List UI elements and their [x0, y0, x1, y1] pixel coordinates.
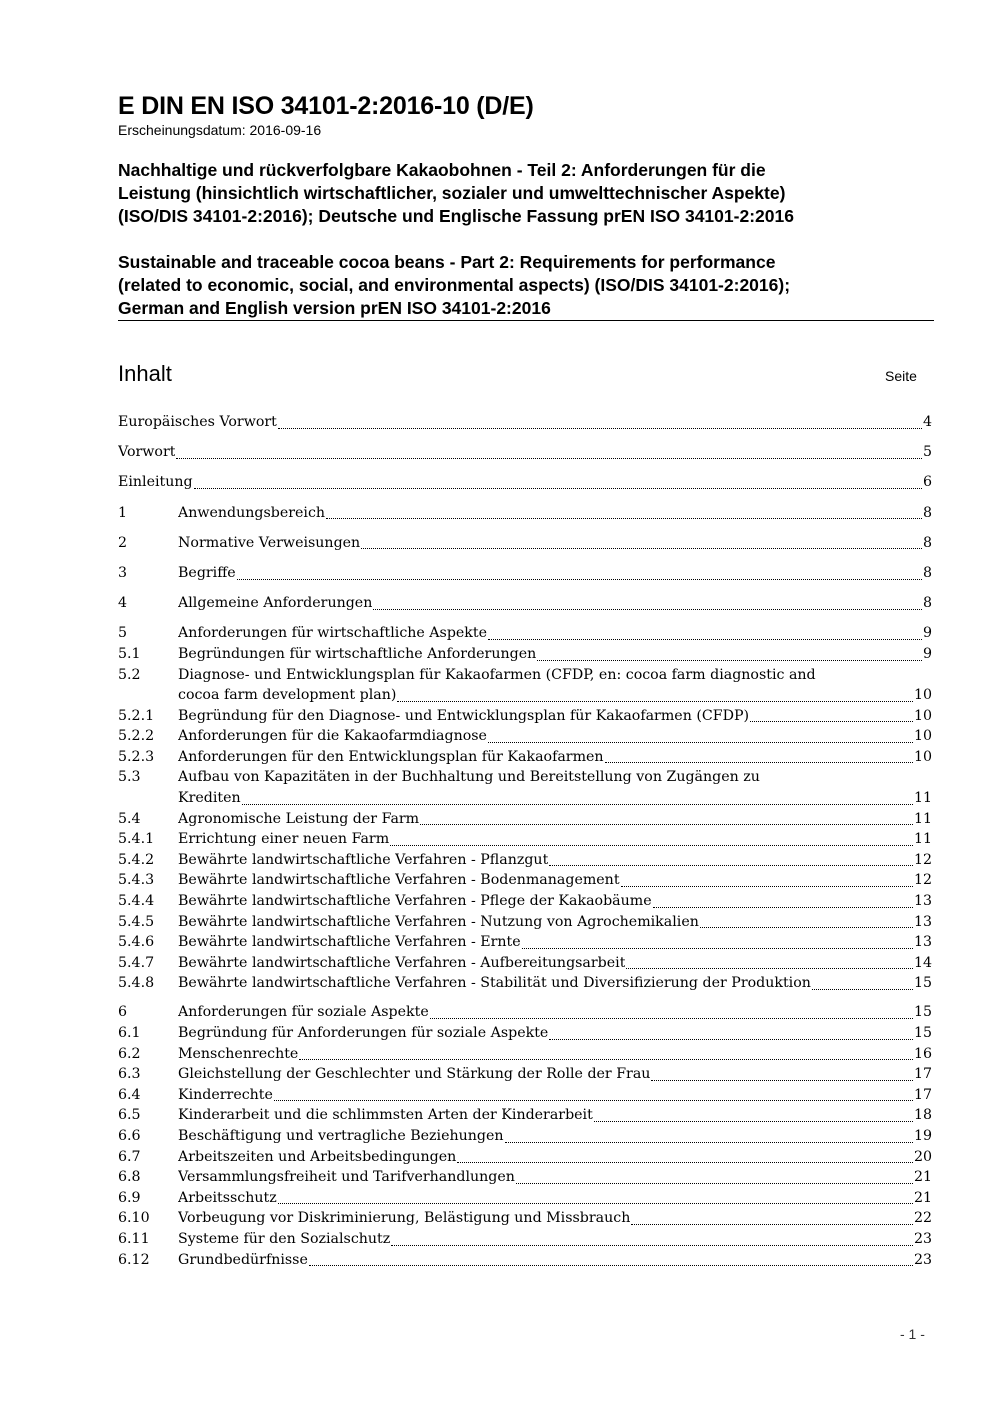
- toc-entry-line: [118, 870, 932, 891]
- toc-entry-title: Agronomische Leistung der Farm: [178, 810, 420, 827]
- toc-entry-page: 12: [913, 872, 932, 889]
- toc-entry-title: Kinderarbeit und die schlimmsten Arten der Kinderarbeit: [178, 1107, 593, 1124]
- toc-entry-title: Anforderungen für soziale Aspekte: [178, 1004, 429, 1021]
- toc-entry-line: [118, 891, 932, 912]
- toc-entry-page: 8: [922, 564, 932, 581]
- toc-entry[interactable]: [118, 533, 932, 554]
- toc-entry-title: Bewährte landwirtschaftliche Verfahren - Ernte: [178, 934, 521, 951]
- toc-entry[interactable]: [118, 665, 932, 706]
- toc-dot-leader: [242, 803, 913, 805]
- toc-entry-number: 6.8: [118, 1169, 141, 1186]
- title-english-line: German and English version prEN ISO 34101-2:2016: [118, 298, 551, 318]
- toc-dot-leader: [326, 517, 922, 519]
- toc-entry-line: [118, 533, 932, 554]
- toc-entry-number: 5.4.6: [118, 934, 155, 951]
- title-english-line: (related to economic, social, and environmental aspects) (ISO/DIS 34101-2:2016);: [118, 275, 791, 295]
- toc-entry-title: Anforderungen für die Kakaofarmdiagnose: [178, 728, 487, 745]
- toc-entry-page: 8: [922, 534, 932, 551]
- toc-dot-leader: [309, 1264, 913, 1266]
- toc-entry-page: 4: [922, 414, 932, 430]
- toc-entry-line: [118, 665, 932, 686]
- toc-entry[interactable]: [118, 1167, 932, 1188]
- toc-entry-number: 6.7: [118, 1148, 141, 1165]
- toc-entry-number: 5.2.2: [118, 728, 155, 745]
- toc-entry-line: [118, 442, 932, 463]
- toc-entry-page: 15: [913, 975, 932, 992]
- toc-entry-page: 13: [913, 913, 932, 930]
- toc-dot-leader: [549, 1038, 913, 1040]
- toc-entry-line: [118, 623, 932, 644]
- toc-entry-page: 5: [922, 444, 932, 461]
- toc-entry-title: Bewährte landwirtschaftliche Verfahren - Aufbereitungsarbeit: [178, 954, 626, 971]
- toc-entry-number: 5.2.3: [118, 748, 155, 765]
- toc-entry-number: 6: [118, 1004, 128, 1021]
- toc-entry-number: 3: [118, 564, 128, 581]
- toc-entry-title: Anwendungsbereich: [178, 504, 326, 521]
- toc-entry-line: [118, 1064, 932, 1085]
- toc-entry-title: Anforderungen für wirtschaftliche Aspekte: [178, 625, 488, 642]
- toc-entry[interactable]: [118, 706, 932, 727]
- toc-entry-line: [118, 1167, 932, 1188]
- toc-heading: Inhalt: [118, 361, 172, 386]
- toc-dot-leader: [653, 906, 913, 908]
- toc-entry-title: Bewährte landwirtschaftliche Verfahren - Pflege der Kakaobäume: [178, 893, 652, 910]
- toc-entry-title: Arbeitsschutz: [178, 1189, 277, 1206]
- title-english: [118, 251, 790, 320]
- toc-entry-title: Arbeitszeiten und Arbeitsbedingungen: [178, 1148, 457, 1165]
- toc-dot-leader: [194, 487, 922, 489]
- toc-entry-title: Beschäftigung und vertragliche Beziehungen: [178, 1127, 504, 1144]
- toc-entry-number: 1: [118, 504, 128, 521]
- toc-entry-page: 11: [913, 810, 932, 827]
- toc-entry-line: [118, 685, 932, 706]
- toc-entry-page: 8: [922, 504, 932, 521]
- toc-entry-number: 5.4: [118, 810, 141, 827]
- document-identifier: E DIN EN ISO 34101-2:2016-10 (D/E): [118, 92, 534, 120]
- toc-entry-number: 6.1: [118, 1024, 141, 1041]
- toc-entry-number: 5.4.8: [118, 975, 155, 992]
- toc-entry[interactable]: [118, 412, 932, 433]
- toc-dot-leader: [549, 864, 913, 866]
- toc-dot-leader: [391, 1244, 913, 1246]
- toc-entry[interactable]: [118, 1002, 932, 1023]
- toc-entry-number: 5.4.1: [118, 831, 155, 848]
- toc-page-label: Seite: [885, 368, 917, 384]
- toc-entry[interactable]: [118, 644, 932, 665]
- title-german-line: Leistung (hinsichtlich wirtschaftlicher, sozialer und umwelttechnischer Aspekte): [118, 183, 786, 203]
- toc-entry[interactable]: [118, 767, 932, 808]
- toc-entry[interactable]: [118, 726, 932, 747]
- toc-entry-line: [118, 1044, 932, 1065]
- toc-entry-title: Normative Verweisungen: [178, 534, 361, 551]
- toc-entry-number: 5.4.5: [118, 913, 155, 930]
- toc-dot-leader: [605, 761, 913, 763]
- toc-dot-leader: [626, 967, 913, 969]
- toc-entry[interactable]: [118, 1064, 932, 1085]
- toc-entry[interactable]: [118, 973, 932, 994]
- toc-entry-number: 5.4.4: [118, 893, 155, 910]
- toc-entry-page: 10: [913, 728, 932, 745]
- title-german-line: (ISO/DIS 34101-2:2016); Deutsche und Englische Fassung prEN ISO 34101-2:2016: [118, 206, 794, 226]
- toc-entry-line: [118, 593, 932, 614]
- toc-entry[interactable]: [118, 1147, 932, 1168]
- table-of-contents: [118, 412, 932, 1270]
- toc-entry-number: 6.9: [118, 1189, 141, 1206]
- toc-entry-line: [118, 932, 932, 953]
- toc-entry-title: Bewährte landwirtschaftliche Verfahren - Nutzung von Agrochemikalien: [178, 913, 699, 930]
- toc-entry-line: [118, 912, 932, 933]
- toc-entry-title: Kinderrechte: [178, 1086, 273, 1103]
- toc-entry-line: [118, 1085, 932, 1106]
- toc-entry-page: 16: [913, 1045, 932, 1062]
- toc-entry-line: [118, 503, 932, 524]
- toc-entry-page: 6: [922, 474, 932, 491]
- toc-dot-leader: [594, 1120, 913, 1122]
- toc-entry-page: 20: [913, 1148, 932, 1165]
- toc-entry-page: 11: [913, 831, 932, 848]
- toc-entry-page: 23: [913, 1230, 932, 1247]
- title-german: [118, 159, 794, 228]
- title-german-line: Nachhaltige und rückverfolgbare Kakaobohnen - Teil 2: Anforderungen für die: [118, 160, 766, 180]
- toc-entry-page: 14: [913, 954, 932, 971]
- page-number: - 1 -: [900, 1326, 925, 1342]
- toc-entry-page: 17: [913, 1066, 932, 1083]
- toc-entry[interactable]: [118, 1188, 932, 1209]
- toc-entry-line: [118, 1229, 932, 1250]
- toc-entry-line: [118, 1147, 932, 1168]
- toc-entry-line: [118, 726, 932, 747]
- toc-entry[interactable]: [118, 623, 932, 644]
- toc-entry-title: Begriffe: [178, 564, 236, 581]
- toc-entry-page: 8: [922, 595, 932, 612]
- toc-entry[interactable]: [118, 891, 932, 912]
- toc-entry[interactable]: [118, 503, 932, 524]
- toc-entry[interactable]: [118, 829, 932, 850]
- toc-entry-line: [118, 563, 932, 584]
- toc-entry[interactable]: [118, 1085, 932, 1106]
- toc-entry-line: [118, 644, 932, 665]
- toc-entry-page: 10: [913, 748, 932, 765]
- toc-entry-page: 21: [913, 1169, 932, 1186]
- toc-dot-leader: [176, 457, 922, 459]
- toc-dot-leader: [237, 578, 922, 580]
- toc-dot-leader: [516, 1182, 913, 1184]
- toc-entry-number: 5.2.1: [118, 707, 155, 724]
- toc-entry-line: [118, 1188, 932, 1209]
- toc-entry-page: 10: [913, 687, 932, 704]
- toc-entry-page: 17: [913, 1086, 932, 1103]
- toc-dot-leader: [278, 1202, 913, 1204]
- toc-entry-title: Systeme für den Sozialschutz: [178, 1230, 391, 1247]
- toc-entry-title: Vorbeugung vor Diskriminierung, Belästigung und Missbrauch: [178, 1210, 631, 1227]
- toc-entry-line: [118, 1126, 932, 1147]
- toc-entry-title: Bewährte landwirtschaftliche Verfahren - Pflanzgut: [178, 851, 549, 868]
- toc-entry-page: 18: [913, 1107, 932, 1124]
- toc-entry-number: 5.4.2: [118, 851, 155, 868]
- toc-entry-line: [118, 973, 932, 994]
- toc-dot-leader: [522, 947, 913, 949]
- toc-entry-title: Gleichstellung der Geschlechter und Stärkung der Rolle der Frau: [178, 1066, 651, 1083]
- toc-entry[interactable]: [118, 1105, 932, 1126]
- toc-entry-page: 15: [913, 1004, 932, 1021]
- toc-entry-line: [118, 809, 932, 830]
- toc-entry[interactable]: [118, 1250, 932, 1271]
- toc-dot-leader: [457, 1161, 913, 1163]
- title-divider: [118, 320, 934, 321]
- toc-entry-line: [118, 953, 932, 974]
- toc-entry[interactable]: [118, 442, 932, 463]
- toc-dot-leader: [537, 659, 922, 661]
- toc-entry[interactable]: [118, 1126, 932, 1147]
- toc-entry-page: 9: [922, 625, 932, 642]
- toc-entry-number: 6.10: [118, 1210, 150, 1227]
- toc-entry-title-continued: Krediten: [178, 790, 241, 807]
- toc-entry-number: 5.1: [118, 645, 141, 662]
- toc-dot-leader: [390, 844, 913, 846]
- toc-dot-leader: [621, 885, 913, 887]
- toc-entry-title: Bewährte landwirtschaftliche Verfahren - Bodenmanagement: [178, 872, 620, 889]
- toc-entry-title: Grundbedürfnisse: [178, 1251, 308, 1268]
- toc-dot-leader: [361, 547, 922, 549]
- toc-entry[interactable]: [118, 563, 932, 584]
- toc-entry-number: 5.3: [118, 769, 141, 786]
- toc-entry-page: 19: [913, 1127, 932, 1144]
- toc-entry[interactable]: [118, 472, 932, 493]
- toc-entry[interactable]: [118, 1023, 932, 1044]
- toc-entry[interactable]: [118, 870, 932, 891]
- toc-entry-page: 13: [913, 893, 932, 910]
- toc-dot-leader: [430, 1017, 913, 1019]
- toc-entry[interactable]: [118, 953, 932, 974]
- toc-dot-leader: [631, 1223, 913, 1225]
- toc-entry-title: Begründungen für wirtschaftliche Anforderungen: [178, 645, 537, 662]
- toc-entry-number: 2: [118, 534, 128, 551]
- toc-entry-page: 10: [913, 707, 932, 724]
- toc-entry-title: Versammlungsfreiheit und Tarifverhandlungen: [178, 1169, 515, 1186]
- toc-entry[interactable]: [118, 912, 932, 933]
- toc-dot-leader: [700, 926, 913, 928]
- toc-entry-number: 6.11: [118, 1230, 150, 1247]
- toc-entry-number: 5.4.7: [118, 954, 155, 971]
- publication-date: Erscheinungsdatum: 2016-09-16: [118, 122, 322, 138]
- toc-entry[interactable]: [118, 1044, 932, 1065]
- toc-entry-line: [118, 412, 932, 433]
- toc-entry[interactable]: [118, 593, 932, 614]
- toc-entry-title: Anforderungen für den Entwicklungsplan für Kakaofarmen: [178, 748, 604, 765]
- toc-entry-line: [118, 850, 932, 871]
- toc-entry-title: Allgemeine Anforderungen: [178, 595, 373, 612]
- toc-entry-number: 6.12: [118, 1251, 150, 1268]
- toc-dot-leader: [651, 1079, 913, 1081]
- toc-entry-title: Europäisches Vorwort: [118, 414, 277, 430]
- toc-entry-page: 21: [913, 1189, 932, 1206]
- toc-entry-number: 4: [118, 595, 128, 612]
- toc-entry-line: [118, 1023, 932, 1044]
- toc-entry-page: 15: [913, 1024, 932, 1041]
- toc-entry-number: 5: [118, 625, 128, 642]
- toc-entry-line: [118, 1208, 932, 1229]
- toc-entry-line: [118, 472, 932, 493]
- toc-entry-title: Vorwort: [118, 444, 176, 461]
- toc-entry-page: 22: [913, 1210, 932, 1227]
- toc-entry-line: [118, 788, 932, 809]
- toc-entry-number: 6.5: [118, 1107, 141, 1124]
- toc-entry-number: 6.3: [118, 1066, 141, 1083]
- toc-entry-number: 5.2: [118, 666, 141, 683]
- toc-entry-line: [118, 1250, 932, 1271]
- toc-dot-leader: [750, 720, 913, 722]
- toc-entry-line: [118, 1105, 932, 1126]
- toc-entry-page: 23: [913, 1251, 932, 1268]
- toc-entry-number: 6.6: [118, 1127, 141, 1144]
- toc-entry[interactable]: [118, 850, 932, 871]
- toc-dot-leader: [488, 741, 913, 743]
- toc-entry-number: 6.4: [118, 1086, 141, 1103]
- toc-entry-title: Aufbau von Kapazitäten in der Buchhaltung und Bereitstellung von Zugängen zu: [178, 769, 760, 786]
- toc-dot-leader: [299, 1058, 913, 1060]
- toc-entry-page: 12: [913, 851, 932, 868]
- toc-entry[interactable]: [118, 932, 932, 953]
- toc-dot-leader: [397, 700, 913, 702]
- toc-entry-line: [118, 747, 932, 768]
- toc-entry[interactable]: [118, 747, 932, 768]
- toc-entry-title: Begründung für den Diagnose- und Entwicklungsplan für Kakaofarmen (CFDP): [178, 707, 750, 724]
- toc-dot-leader: [488, 638, 922, 640]
- toc-entry-title: Diagnose- und Entwicklungsplan für Kakaofarmen (CFDP, en: cocoa farm diagnostic and: [178, 666, 816, 683]
- toc-entry-title-continued: cocoa farm development plan): [178, 687, 397, 704]
- toc-dot-leader: [812, 988, 913, 990]
- toc-entry-title: Begründung für Anforderungen für soziale Aspekte: [178, 1024, 549, 1041]
- title-english-line: Sustainable and traceable cocoa beans - Part 2: Requirements for performance: [118, 252, 776, 272]
- toc-entry-number: 6.2: [118, 1045, 141, 1062]
- toc-entry[interactable]: [118, 1229, 932, 1250]
- toc-entry-line: [118, 767, 932, 788]
- toc-entry-title: Bewährte landwirtschaftliche Verfahren - Stabilität und Diversifizierung der Produktion: [178, 975, 811, 992]
- toc-entry-title: Errichtung einer neuen Farm: [178, 831, 390, 848]
- toc-entry-line: [118, 1002, 932, 1023]
- toc-dot-leader: [420, 823, 913, 825]
- toc-dot-leader: [373, 608, 922, 610]
- toc-entry-line: [118, 706, 932, 727]
- toc-entry-number: 5.4.3: [118, 872, 155, 889]
- toc-entry-page: 11: [913, 790, 932, 807]
- toc-dot-leader: [274, 1099, 913, 1101]
- toc-entry[interactable]: [118, 1208, 932, 1229]
- toc-entry-title: Menschenrechte: [178, 1045, 299, 1062]
- toc-entry-page: 9: [922, 645, 932, 662]
- toc-entry-page: 13: [913, 934, 932, 951]
- toc-entry-title: Einleitung: [118, 474, 193, 491]
- toc-entry[interactable]: [118, 809, 932, 830]
- toc-entry-line: [118, 829, 932, 850]
- toc-dot-leader: [278, 427, 922, 429]
- toc-dot-leader: [505, 1141, 913, 1143]
